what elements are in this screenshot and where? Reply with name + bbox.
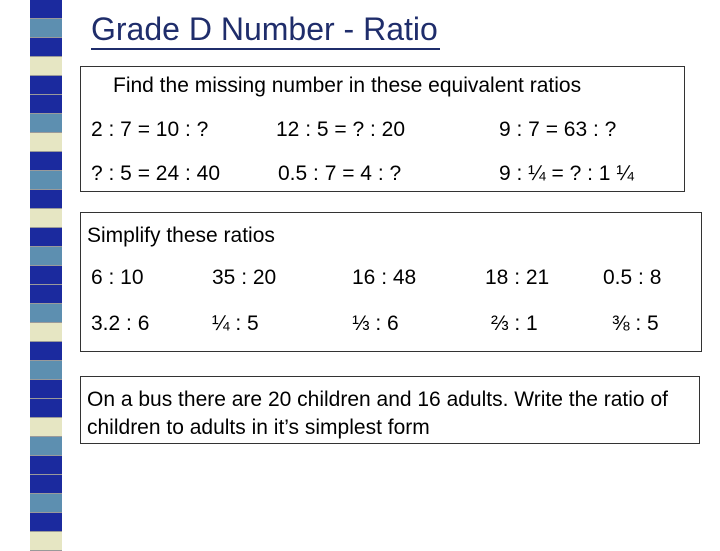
ratio-item: ¼ : 5 bbox=[212, 312, 259, 335]
section-heading: Simplify these ratios bbox=[87, 224, 275, 247]
word-problem-box bbox=[80, 376, 700, 444]
decorative-side-strip bbox=[0, 0, 70, 540]
ratio-item: 6 : 10 bbox=[91, 266, 144, 289]
strip-square bbox=[30, 190, 62, 208]
strip-square bbox=[30, 456, 62, 474]
ratio-item: 3.2 : 6 bbox=[91, 312, 150, 335]
strip-square bbox=[30, 399, 62, 417]
page-title: Grade D Number - Ratio bbox=[91, 10, 440, 50]
strip-square bbox=[30, 532, 62, 550]
ratio-item: 35 : 20 bbox=[212, 266, 277, 289]
strip-square bbox=[30, 323, 62, 341]
ratio-problem: 9 : ¼ = ? : 1 ¼ bbox=[499, 162, 634, 185]
ratio-item: 16 : 48 bbox=[352, 266, 417, 289]
strip-square bbox=[30, 57, 62, 75]
strip-square bbox=[30, 304, 62, 322]
ratio-problem: 9 : 7 = 63 : ? bbox=[499, 118, 617, 141]
ratio-item: ⅓ : 6 bbox=[352, 312, 399, 335]
strip-square bbox=[30, 0, 62, 18]
strip-square bbox=[30, 133, 62, 151]
ratio-item: 18 : 21 bbox=[485, 266, 550, 289]
strip-square bbox=[30, 380, 62, 398]
strip-square bbox=[30, 266, 62, 284]
strip-square bbox=[30, 171, 62, 189]
equivalent-ratios-box bbox=[80, 66, 685, 192]
ratio-problem: ? : 5 = 24 : 40 bbox=[91, 162, 221, 185]
word-problem-text: On a bus there are 20 children and 16 adults. Write the ratio of children to adults in it’s simplest form bbox=[87, 388, 668, 439]
strip-square bbox=[30, 437, 62, 455]
simplify-ratios-box bbox=[80, 212, 702, 352]
strip-square bbox=[30, 38, 62, 56]
strip-square bbox=[30, 76, 62, 94]
strip-square bbox=[30, 342, 62, 360]
ratio-problem: 0.5 : 7 = 4 : ? bbox=[278, 162, 402, 185]
ratio-problem: 12 : 5 = ? : 20 bbox=[276, 118, 406, 141]
strip-square bbox=[30, 513, 62, 531]
strip-square bbox=[30, 247, 62, 265]
strip-square bbox=[30, 19, 62, 37]
strip-square bbox=[30, 228, 62, 246]
strip-square bbox=[30, 494, 62, 512]
strip-square bbox=[30, 418, 62, 436]
ratio-item: 0.5 : 8 bbox=[603, 266, 662, 289]
strip-square bbox=[30, 152, 62, 170]
strip-square bbox=[30, 475, 62, 493]
strip-square bbox=[30, 285, 62, 303]
strip-square bbox=[30, 95, 62, 113]
instruction-text: Find the missing number in these equivalent ratios bbox=[113, 74, 582, 97]
strip-square bbox=[30, 361, 62, 379]
ratio-problem: 2 : 7 = 10 : ? bbox=[91, 118, 209, 141]
ratio-item: ⅔ : 1 bbox=[491, 312, 538, 335]
strip-square bbox=[30, 114, 62, 132]
ratio-item: ⅜ : 5 bbox=[612, 312, 659, 335]
strip-square bbox=[30, 209, 62, 227]
